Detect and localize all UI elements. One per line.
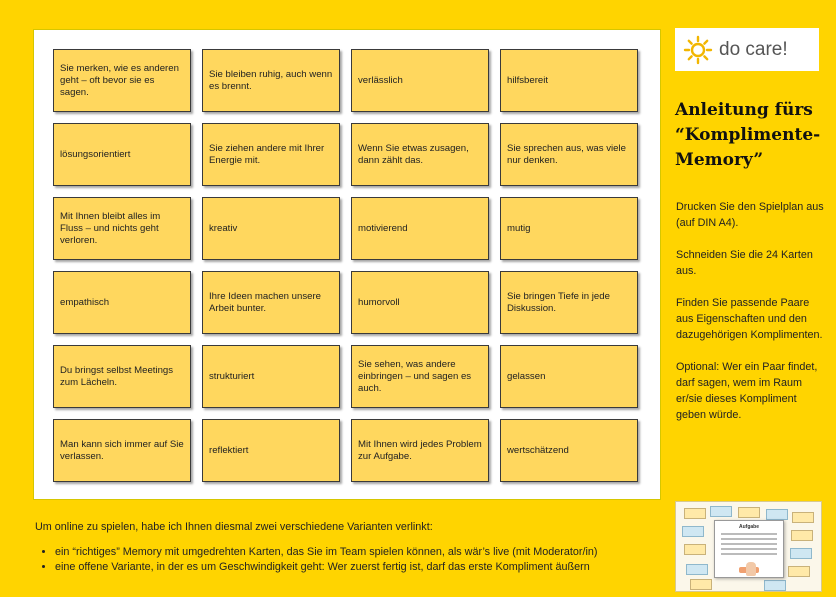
instruction-step: Schneiden Sie die 24 Karten aus. (676, 249, 813, 277)
instruction-step: Optional: Wer ein Paar findet, darf sagen, wem im Raum er/sie dieses Kompliment geben würde. (676, 361, 818, 421)
memory-card[interactable]: empathisch (53, 271, 191, 334)
card-grid (53, 49, 638, 482)
online-memory-thumbnail[interactable] (675, 501, 822, 592)
online-play-info (35, 520, 665, 575)
logo (675, 28, 819, 71)
thumb-card (764, 580, 786, 591)
memory-card[interactable]: Sie bleiben ruhig, auch wenn es brennt. (202, 49, 340, 112)
memory-card[interactable]: Ihre Ideen machen unsere Arbeit bunter. (202, 271, 340, 334)
memory-card[interactable]: humorvoll (351, 271, 489, 334)
footer-intro: Um online zu spielen, habe ich Ihnen diesmal zwei verschiedene Varianten verlinkt: (35, 521, 433, 533)
thumb-card (690, 579, 712, 590)
variant-link[interactable]: • eine offene Variante, in der es um Geschwindigkeit geht: Wer zuerst fertig ist, darf das erste Kompliment äußern (55, 560, 665, 575)
thumb-card (766, 509, 788, 520)
logo-text: do care! (719, 38, 788, 60)
memory-card[interactable]: wertschätzend (500, 419, 638, 482)
thumb-card (686, 564, 708, 575)
thumb-card (710, 506, 732, 517)
memory-card[interactable]: mutig (500, 197, 638, 260)
memory-card[interactable]: Mit Ihnen wird jedes Problem zur Aufgabe. (351, 419, 489, 482)
memory-card[interactable]: Du bringst selbst Meetings zum Lächeln. (53, 345, 191, 408)
memory-card[interactable]: Sie sprechen aus, was viele nur denken. (500, 123, 638, 186)
memory-card[interactable]: Sie merken, wie es anderen geht – oft bevor sie es sagen. (53, 49, 191, 112)
instruction-step: Finden Sie passende Paare aus Eigenschaften und den dazugehörigen Komplimenten. (676, 297, 823, 341)
instruction-step: Drucken Sie den Spielplan aus (auf DIN A4). (676, 201, 824, 229)
thumb-card (682, 526, 704, 537)
memory-card[interactable]: motivierend (351, 197, 489, 260)
memory-card[interactable]: Sie ziehen andere mit Ihrer Energie mit. (202, 123, 340, 186)
memory-card[interactable]: lösungsorientiert (53, 123, 191, 186)
sun-icon (683, 35, 713, 65)
memory-card[interactable]: kreativ (202, 197, 340, 260)
thumb-card (792, 512, 814, 523)
memory-card[interactable]: reflektiert (202, 419, 340, 482)
thumb-card (684, 508, 706, 519)
memory-card[interactable]: Sie bringen Tiefe in jede Diskussion. (500, 271, 638, 334)
thumb-card (738, 507, 760, 518)
memory-card[interactable]: Mit Ihnen bleibt alles im Fluss – und nichts geht verloren. (53, 197, 191, 260)
thumb-card (790, 548, 812, 559)
memory-card[interactable]: Wenn Sie etwas zusagen, dann zählt das. (351, 123, 489, 186)
variant-list (35, 545, 665, 575)
thumb-card (791, 530, 813, 541)
game-board (33, 29, 661, 500)
instructions-title: Anleitung fürs “Komplimente-Memory” (675, 100, 821, 170)
variant-link[interactable]: • ein “richtiges” Memory mit umgedrehten Karten, das Sie im Team spielen können, als wär’s live (mit Moderator/in) (55, 545, 665, 560)
memory-card[interactable]: Sie sehen, was andere einbringen – und sagen es auch. (351, 345, 489, 408)
instructions (676, 199, 826, 439)
memory-card[interactable]: hilfsbereit (500, 49, 638, 112)
memory-card[interactable]: verlässlich (351, 49, 489, 112)
memory-card[interactable]: gelassen (500, 345, 638, 408)
thumb-card (788, 566, 810, 577)
memory-card[interactable]: strukturiert (202, 345, 340, 408)
thumb-dialog-title: Aufgabe (739, 524, 759, 530)
memory-card[interactable]: Man kann sich immer auf Sie verlassen. (53, 419, 191, 482)
thumb-card (684, 544, 706, 555)
hand-icon (746, 562, 756, 576)
